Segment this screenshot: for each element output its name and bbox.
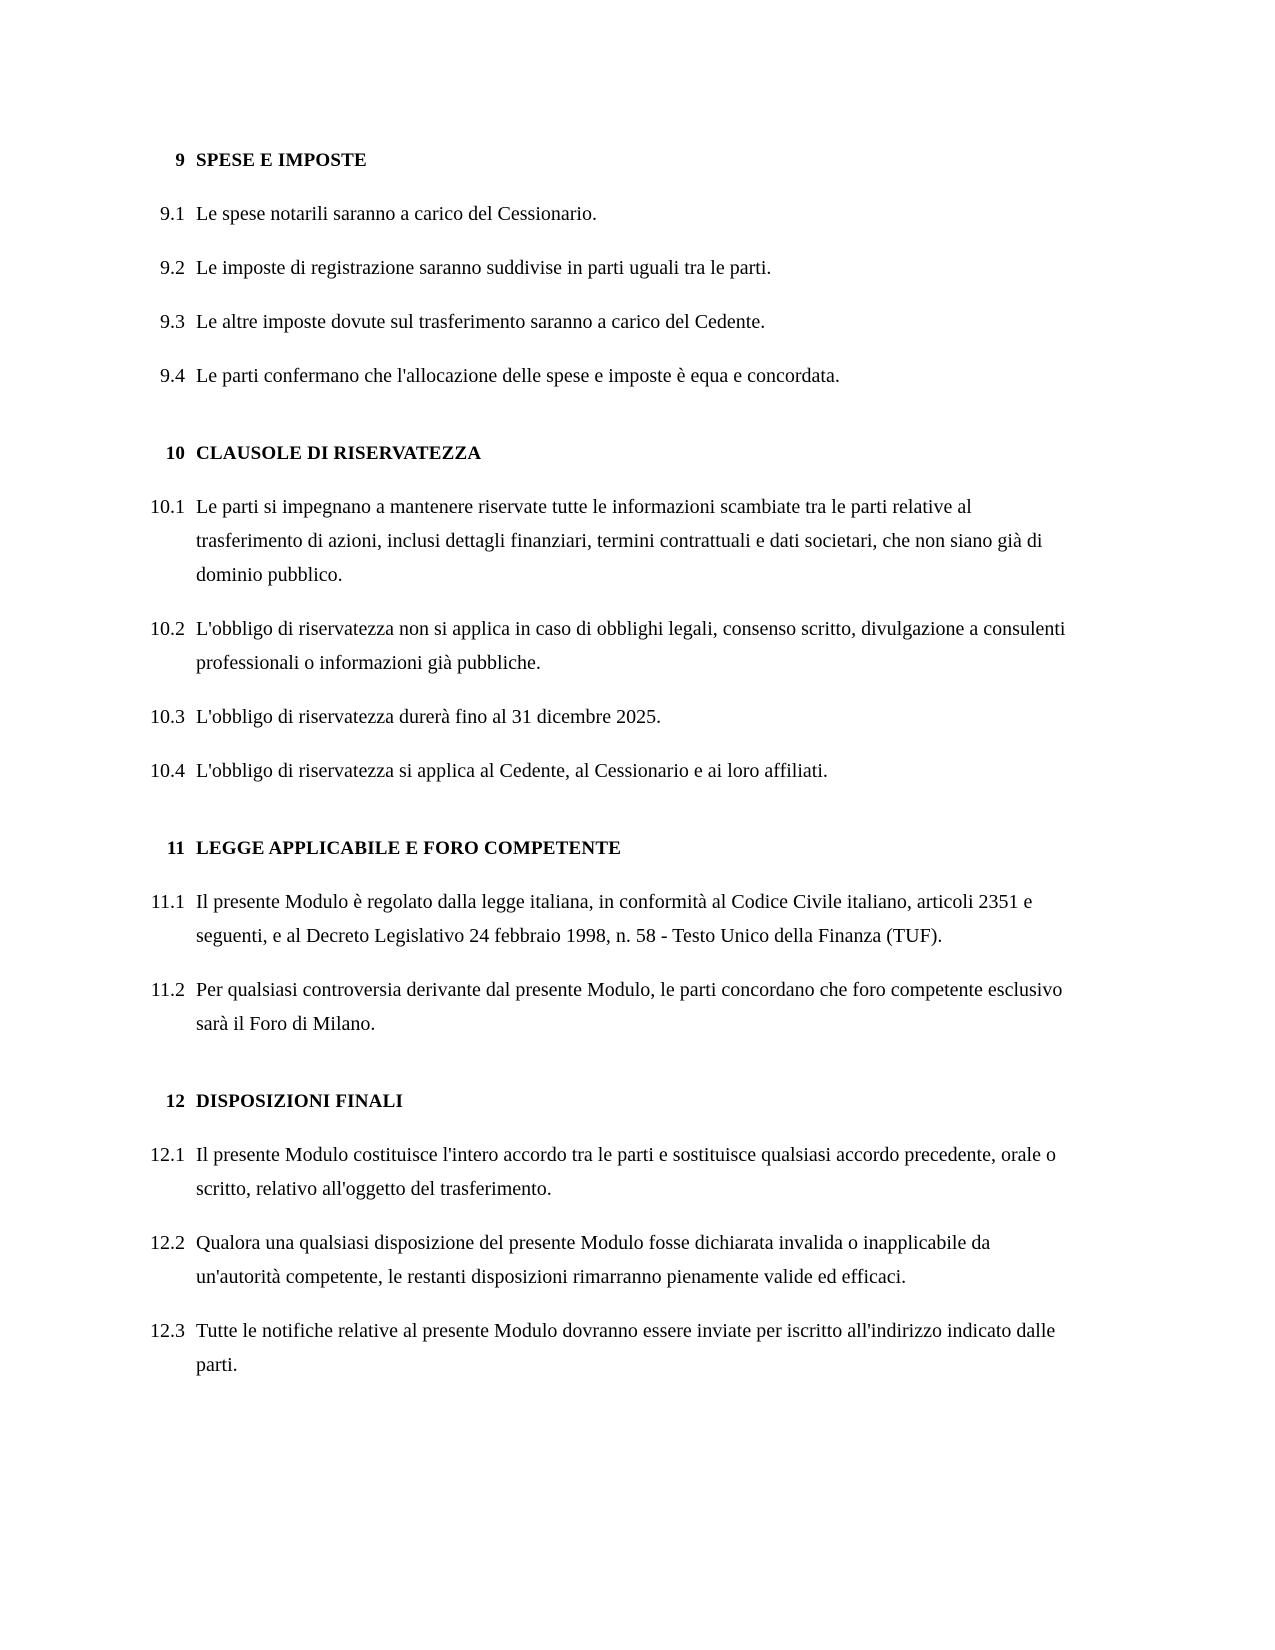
clause-number: 10.1: [150, 496, 185, 518]
clause-text: L'obbligo di riservatezza si applica al Cedente, al Cessionario e ai loro affiliati.: [196, 760, 828, 782]
clause-9-3: [130, 305, 1075, 339]
document-section-12: [130, 1091, 1075, 1382]
clause-text: Il presente Modulo costituisce l'intero accordo tra le parti e sostituisce qualsiasi accordo precedente, orale o scritto, relativo all'oggetto del trasferimento.: [196, 1144, 1056, 1200]
section-title: DISPOSIZIONI FINALI: [196, 1091, 404, 1112]
clause-text: Il presente Modulo è regolato dalla legge italiana, in conformità al Codice Civile italiano, articoli 2351 e seguenti, e al Decreto Legislativo 24 febbraio 1998, n. 58 - Testo Unico della Finanza (TUF).: [196, 891, 1033, 947]
clause-10-2: [130, 612, 1075, 680]
section-title: LEGGE APPLICABILE E FORO COMPETENTE: [196, 838, 622, 859]
clause-text: Le parti si impegnano a mantenere riservate tutte le informazioni scambiate tra le parti relative al trasferimento di azioni, inclusi dettagli finanziari, termini contrattuali e dati societari, che non siano già di dominio pubblico.: [196, 496, 1043, 586]
clause-text: Qualora una qualsiasi disposizione del presente Modulo fosse dichiarata invalida o inapplicabile da un'autorità competente, le restanti disposizioni rimarranno pienamente valide ed efficaci.: [196, 1232, 991, 1288]
clause-9-2: [130, 251, 1075, 285]
clause-9-4: [130, 359, 1075, 393]
clause-number: 12.3: [150, 1320, 185, 1342]
section-heading-9: [130, 150, 1075, 172]
document-body: [130, 150, 1075, 1382]
clause-text: L'obbligo di riservatezza durerà fino al 31 dicembre 2025.: [196, 706, 662, 728]
clause-10-1: [130, 490, 1075, 592]
clause-text: Le imposte di registrazione saranno suddivise in parti uguali tra le parti.: [196, 257, 772, 279]
clause-12-2: [130, 1226, 1075, 1294]
section-heading-11: [130, 838, 1075, 860]
clause-text: Le spese notarili saranno a carico del Cessionario.: [196, 203, 597, 225]
document-section-9: [130, 150, 1075, 393]
clause-text: Tutte le notifiche relative al presente Modulo dovranno essere inviate per iscritto all'indirizzo indicato dalle parti.: [196, 1320, 1056, 1376]
section-number: 11: [166, 838, 185, 859]
clause-number: 9.1: [160, 203, 185, 225]
section-number: 10: [165, 443, 185, 464]
clause-number: 9.4: [160, 365, 185, 387]
clause-text: Per qualsiasi controversia derivante dal presente Modulo, le parti concordano che foro competente esclusivo sarà il Foro di Milano.: [196, 979, 1063, 1035]
clause-number: 11.1: [150, 891, 185, 913]
clause-number: 12.1: [150, 1144, 185, 1166]
clause-number: 10.2: [150, 618, 185, 640]
clause-text: Le parti confermano che l'allocazione delle spese e imposte è equa e concordata.: [196, 365, 840, 387]
clause-number: 10.4: [150, 760, 185, 782]
section-heading-10: [130, 443, 1075, 465]
section-number: 9: [175, 150, 185, 171]
clause-11-1: [130, 885, 1075, 953]
clause-text: Le altre imposte dovute sul trasferimento saranno a carico del Cedente.: [196, 311, 766, 333]
document-section-11: [130, 838, 1075, 1041]
clause-11-2: [130, 973, 1075, 1041]
clause-number: 12.2: [150, 1232, 185, 1254]
clause-number: 10.3: [150, 706, 185, 728]
section-number: 12: [165, 1091, 185, 1112]
clause-number: 9.2: [160, 257, 185, 279]
section-heading-12: [130, 1091, 1075, 1113]
section-title: CLAUSOLE DI RISERVATEZZA: [196, 443, 482, 464]
clause-number: 11.2: [150, 979, 185, 1001]
clause-text: L'obbligo di riservatezza non si applica in caso di obblighi legali, consenso scritto, divulgazione a consulenti professionali o informazioni già pubbliche.: [196, 618, 1066, 674]
clause-10-4: [130, 754, 1075, 788]
clause-number: 9.3: [160, 311, 185, 333]
clause-12-1: [130, 1138, 1075, 1206]
document-section-10: [130, 443, 1075, 788]
section-title: SPESE E IMPOSTE: [196, 150, 367, 171]
clause-12-3: [130, 1314, 1075, 1382]
clause-9-1: [130, 197, 1075, 231]
clause-10-3: [130, 700, 1075, 734]
